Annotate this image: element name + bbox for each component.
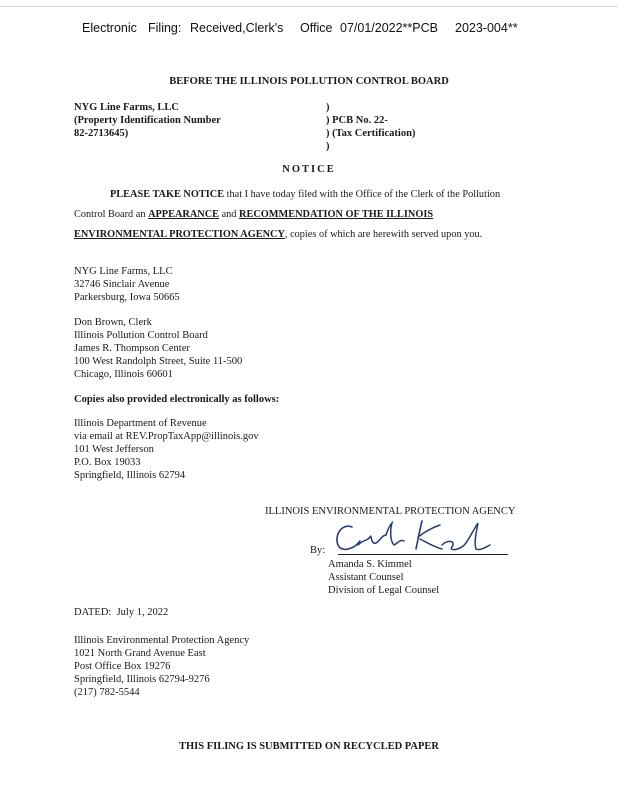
copies-heading: Copies also provided electronically as follows: (74, 394, 280, 405)
agency-title: ENVIRONMENTAL PROTECTION AGENCY (74, 229, 285, 240)
addressee-clerk-line: 100 West Randolph Street, Suite 11-500 (74, 356, 243, 367)
caption-party: NYG Line Farms, LLC (74, 102, 179, 113)
addressee-nyg (74, 265, 180, 304)
caption-pin-label: (Property Identification Number (74, 115, 221, 126)
signatory-name: Amanda S. Kimmel (328, 559, 412, 570)
notice-line-2 (74, 205, 500, 225)
notice-text-1: that I have today filed with the Office of the Clerk of the Pollution (224, 189, 501, 200)
agency-address-line: Post Office Box 19276 (74, 661, 171, 672)
notice-and: and (219, 209, 240, 220)
caption-pin-number: 82-2713645) (74, 128, 129, 139)
stamp-received: Received,Clerk's (190, 21, 284, 35)
agency-address-line: Illinois Environmental Protection Agency (74, 635, 250, 646)
signatory-block (328, 558, 439, 597)
recycled-paper-footer: THIS FILING IS SUBMITTED ON RECYCLED PAPER (178, 741, 440, 752)
addressee-clerk-line: Chicago, Illinois 60601 (74, 369, 173, 380)
stamp-office: Office (300, 21, 333, 35)
addressee-clerk (74, 316, 242, 381)
agency-phone: (217) 782-5544 (74, 687, 140, 698)
addressee-revenue-line: Illinois Department of Revenue (74, 418, 207, 429)
notice-line-1 (74, 185, 500, 205)
signatory-division: Division of Legal Counsel (328, 585, 440, 596)
addressee-clerk-line: James R. Thompson Center (74, 343, 190, 354)
caption-right (326, 101, 415, 153)
page-top-rule (0, 6, 618, 7)
addressee-nyg-line: Parkersburg, Iowa 50665 (74, 292, 180, 303)
notice-line-3 (74, 225, 500, 245)
addressee-revenue-line: 101 West Jefferson (74, 444, 154, 455)
stamp-date-pcb: 07/01/2022**PCB (340, 21, 438, 35)
recommendation-title: RECOMMENDATION OF THE ILLINOIS (239, 209, 434, 220)
addressee-clerk-line: Illinois Pollution Control Board (74, 330, 208, 341)
appearance-title: APPEARANCE (148, 209, 220, 220)
stamp-electronic: Electronic (82, 21, 137, 35)
signatory-title: Assistant Counsel (328, 572, 404, 583)
signature-agency: ILLINOIS ENVIRONMENTAL PROTECTION AGENCY (265, 506, 516, 517)
notice-text-3: , copies of which are herewith served upon you. (284, 229, 483, 240)
stamp-filing: Filing: (148, 21, 182, 35)
addressee-nyg-line: 32746 Sinclair Avenue (74, 279, 170, 290)
caption-left (74, 101, 221, 140)
notice-body (74, 185, 500, 245)
dated-line: DATED: July 1, 2022 (74, 607, 169, 618)
caption-tax-certification: ) (Tax Certification) (326, 128, 416, 139)
caption-paren-1: ) (326, 102, 330, 113)
caption-paren-4: ) (326, 141, 330, 152)
addressee-revenue-line: via email at REV.PropTaxApp@illinois.gov (74, 431, 259, 442)
signature-by-label: By: (310, 545, 326, 556)
addressee-revenue (74, 417, 259, 482)
addressee-revenue-line: P.O. Box 19033 (74, 457, 141, 468)
agency-address-line: 1021 North Grand Avenue East (74, 648, 206, 659)
stamp-case-number: 2023-004** (455, 21, 518, 35)
notice-title: NOTICE (282, 164, 336, 175)
handwritten-signature (330, 515, 500, 557)
agency-address-line: Springfield, Illinois 62794-9276 (74, 674, 210, 685)
board-title: BEFORE THE ILLINOIS POLLUTION CONTROL BOARD (169, 76, 449, 87)
caption-pcb-number: ) PCB No. 22- (326, 115, 388, 126)
addressee-nyg-line: NYG Line Farms, LLC (74, 266, 173, 277)
addressee-clerk-line: Don Brown, Clerk (74, 317, 152, 328)
signature-line (338, 554, 508, 555)
addressee-revenue-line: Springfield, Illinois 62794 (74, 470, 186, 481)
notice-text-2: Control Board an (74, 209, 149, 220)
notice-lead: PLEASE TAKE NOTICE (110, 189, 225, 200)
agency-address (74, 634, 249, 699)
